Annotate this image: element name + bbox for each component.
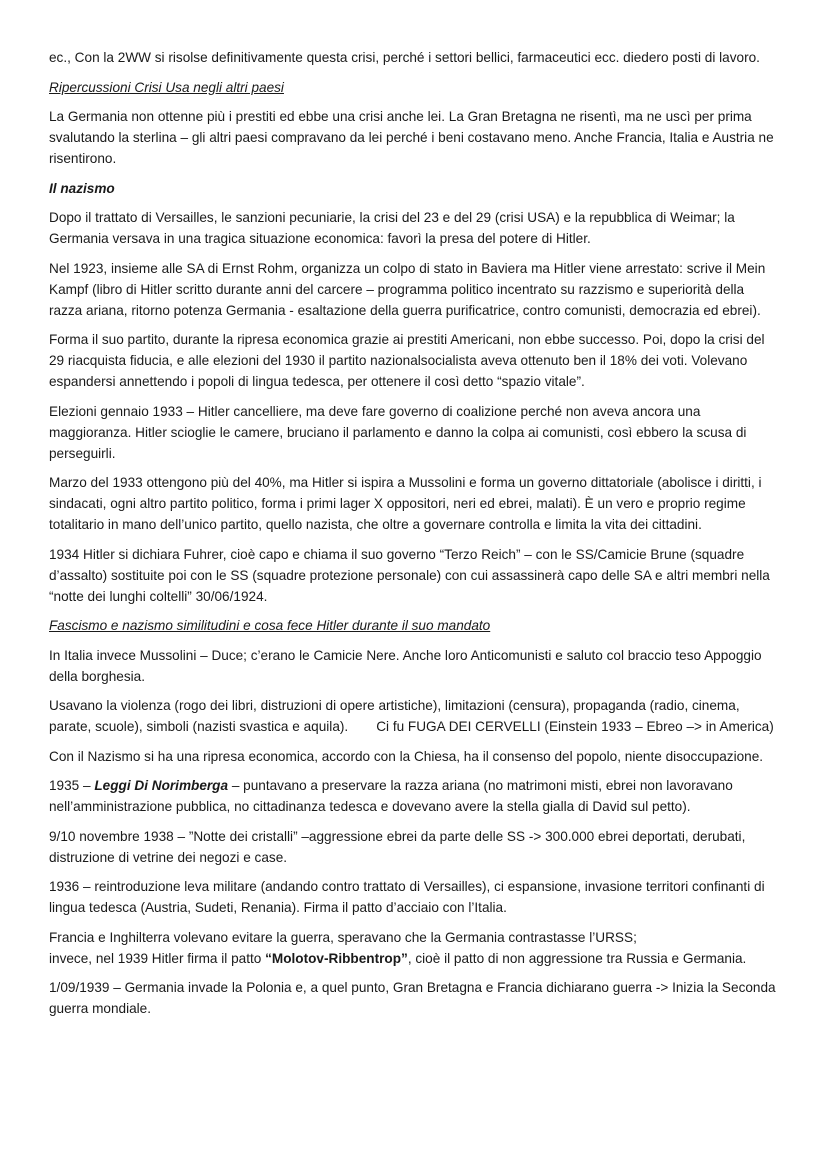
fascismo-paragraph-3: Con il Nazismo si ha una ripresa economica, accordo con la Chiesa, ha il consenso del popolo, niente disoccupazione. [49,748,764,764]
norimberga-prefix: 1935 – [49,778,95,793]
fascismo-paragraph-2 [49,695,779,737]
fascismo-paragraph-8: 1/09/1939 – Germania invade la Polonia e, a quel punto, Gran Bretagna e Francia dichiarano guerra -> Inizia la Seconda guerra mondiale. [49,980,776,1016]
document-page [49,47,779,1028]
nazismo-paragraph-3: Forma il suo partito, durante la ripresa economica grazie ai prestiti Americani, non ebbe successo. Poi, dopo la crisi del 29 riacquista fiducia, e alle elezioni del 1930 il partito nazionalsocialista aveva ottenuto ben il 18% dei voti. Volevano espandersi annettendo i popoli di lingua tedesca, per ottenere il così detto “spazio vitale”. [49,332,765,389]
norimberga-text: – puntavano a preservare la razza ariana (no matrimoni misti, ebrei non lavoravano nell’amministrazione pubblica, no cittadinanza tedesca e dovevano avere la stella gialla di David sul petto). [49,778,733,814]
fascismo-paragraph-7 [49,927,779,969]
nazismo-paragraph-4: Elezioni gennaio 1933 – Hitler cancelliere, ma deve fare governo di coalizione perché non aveva ancora una maggioranza. Hitler scioglie le camere, bruciano il parlamento e danno la colpa ai comunisti, così ebbero la scusa di perseguirli. [49,403,747,461]
fascismo-paragraph-2-main: Usavano la violenza (rogo dei libri, distruzioni di opere artistiche), limitazioni (censura), propaganda (radio, cinema, parate, scuole), simboli (nazisti svastica e aquila). [49,698,740,734]
patto-line-1: Francia e Inghilterra volevano evitare la guerra, speravano che la Germania contrastasse l’URSS; [49,929,637,945]
patto-title: “Molotov-Ribbentrop” [265,950,408,966]
nazismo-paragraph-5: Marzo del 1933 ottengono più del 40%, ma Hitler si ispira a Mussolini e forma un governo dittatoriale (abolisce i diritti, i sindacati, ogni altro partito politico, forma i primi lager X oppositori, neri ed ebrei, malati). È un vero e proprio regime totalitario in mano dell’unico partito, quello nazista, che oltre a governare controlla e limita la vita dei cittadini. [49,475,762,532]
patto-text: , cioè il patto di non aggressione tra Russia e Germania. [407,950,747,966]
fascismo-paragraph-6: 1936 – reintroduzione leva militare (andando contro trattato di Versailles), ci espansione, invasione territori confinanti di lingua tedesca (Austria, Sudeti, Renania). Firma il patto d’acciaio con l’Italia. [49,879,765,915]
patto-prefix: invece, nel 1939 Hitler firma il patto [49,950,266,966]
fascismo-paragraph-2-tail: Ci fu FUGA DEI CERVELLI (Einstein 1933 – Ebreo –> in America) [376,719,774,734]
nazismo-paragraph-1: Dopo il trattato di Versailles, le sanzioni pecuniarie, la crisi del 23 e del 29 (crisi USA) e la repubblica di Weimar; la Germania versava in una tragica situazione economica: favorì la presa del potere di Hitler. [49,210,735,246]
nazismo-paragraph-6: 1934 Hitler si dichiara Fuhrer, cioè capo e chiama il suo governo “Terzo Reich” – con le SS/Camicie Brune (squadre d’assalto) sostituite poi con le SS (squadre protezione personale) con cui assassinerà capo delle SA e altri membri nella “notte dei lunghi coltelli” 30/06/1924. [49,546,770,604]
heading-nazismo: Il nazismo [49,180,115,196]
norimberga-title: Leggi Di Norimberga [94,778,229,793]
fascismo-paragraph-5: 9/10 novembre 1938 – ”Notte dei cristalli” –aggressione ebrei da parte delle SS -> 300.000 ebrei deportati, derubati, distruzione di vetrine dei negozi e case. [49,828,746,865]
ripercussioni-paragraph: La Germania non ottenne più i prestiti ed ebbe una crisi anche lei. La Gran Bretagna ne risentì, ma ne uscì per prima svalutando la sterlina – gli altri paesi compravano da lei perché i beni costavano meno. Anche Francia, Italia e Austria ne risentirono. [49,109,774,166]
fascismo-paragraph-4 [49,775,779,817]
heading-ripercussioni: Ripercussioni Crisi Usa negli altri paesi [49,79,284,95]
heading-fascismo: Fascismo e nazismo similitudini e cosa fece Hitler durante il suo mandato [49,618,491,633]
intro-paragraph: ec., Con la 2WW si risolse definitivamente questa crisi, perché i settori bellici, farmaceutici ecc. diedero posti di lavoro. [49,50,760,65]
nazismo-paragraph-2: Nel 1923, insieme alle SA di Ernst Rohm, organizza un colpo di stato in Baviera ma Hitler viene arrestato: scrive il Mein Kampf (libro di Hitler scritto durante anni del carcere – programma politico incentrato su razzismo e superiorità della razza ariana, ritorno potenza Germania - esaltazione della guerra purificatrice, contro comunisti, democrazia ed ebrei). [49,260,766,318]
fascismo-paragraph-1: In Italia invece Mussolini – Duce; c’erano le Camicie Nere. Anche loro Anticomunisti e saluto col braccio teso Appoggio della borghesia. [49,647,762,684]
